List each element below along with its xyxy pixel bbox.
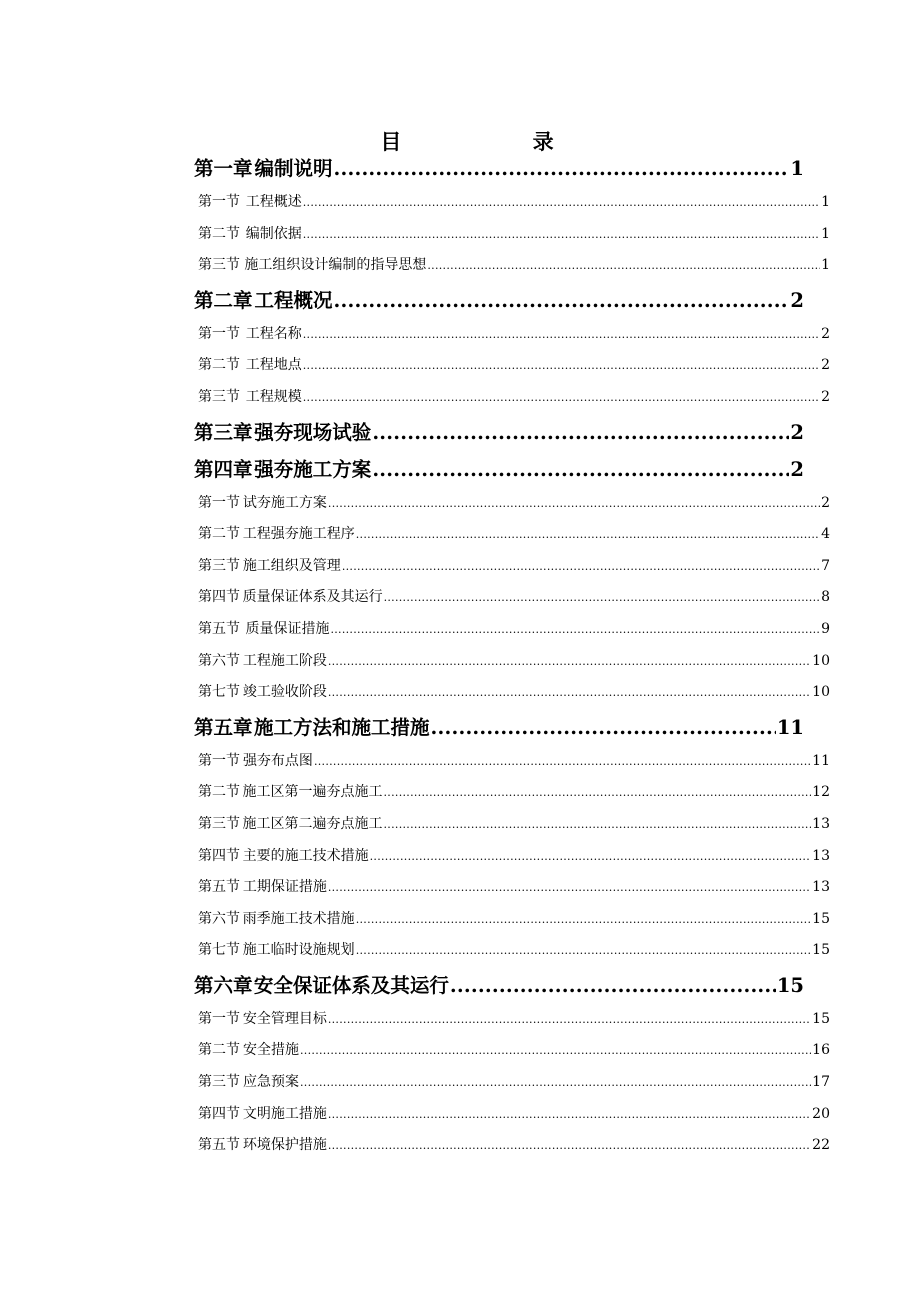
dot-leader	[356, 519, 820, 551]
section-page-number: 15	[812, 1010, 830, 1027]
section-page-number: 22	[812, 1137, 830, 1154]
table-of-contents	[194, 150, 834, 1162]
section-page-number: 16	[812, 1042, 830, 1059]
section-number: 第一节	[198, 1010, 240, 1027]
section-title: 施工组织及管理	[242, 557, 341, 574]
section-page-number: 20	[812, 1105, 830, 1122]
section-title: 工程规模	[245, 388, 302, 405]
section-page-number: 9	[821, 620, 830, 637]
section-number: 第五节	[198, 620, 240, 637]
section-page-number: 4	[821, 526, 830, 543]
toc-chapter-entry[interactable]	[194, 709, 804, 746]
section-page-number: 2	[821, 357, 830, 374]
toc-section-entry[interactable]	[194, 872, 830, 904]
toc-section-entry[interactable]	[194, 646, 830, 678]
dot-leader	[384, 777, 812, 809]
section-page-number: 11	[812, 752, 830, 769]
section-title: 工期保证措施	[242, 879, 327, 896]
section-title: 试夯施工方案	[242, 494, 327, 511]
toc-chapter-entry[interactable]	[194, 282, 804, 319]
dot-leader	[372, 451, 789, 488]
section-number: 第二节	[198, 784, 240, 801]
section-title: 工程名称	[245, 325, 302, 342]
section-number: 第一节	[198, 752, 240, 769]
toc-section-entry[interactable]	[194, 1067, 830, 1099]
chapter-number: 第五章	[194, 715, 253, 739]
section-page-number: 7	[821, 557, 830, 574]
chapter-number: 第三章	[194, 420, 253, 444]
dot-leader	[333, 150, 789, 187]
section-number: 第六节	[198, 652, 240, 669]
section-title: 编制依据	[245, 225, 302, 242]
section-title: 环境保护措施	[242, 1137, 327, 1154]
toc-section-entry[interactable]	[194, 677, 830, 709]
section-number: 第二节	[198, 225, 240, 242]
toc-section-entry[interactable]	[194, 809, 830, 841]
chapter-title: 强夯施工方案	[254, 457, 372, 481]
dot-leader	[333, 282, 789, 319]
section-title: 应急预案	[243, 1074, 300, 1091]
section-page-number: 2	[821, 388, 830, 405]
chapter-page-number: 1	[790, 157, 804, 180]
section-page-number: 10	[812, 652, 830, 669]
section-title: 工程强夯施工程序	[242, 526, 355, 543]
chapter-page-number: 15	[776, 973, 804, 997]
chapter-number: 第一章	[194, 157, 253, 180]
section-title: 工程概述	[245, 194, 302, 210]
section-page-number: 15	[812, 910, 830, 927]
section-page-number: 13	[812, 847, 830, 864]
dot-leader	[431, 709, 776, 746]
section-number: 第五节	[198, 1137, 240, 1154]
chapter-title: 强夯现场试验	[254, 420, 372, 444]
toc-section-entry[interactable]	[194, 582, 830, 614]
dot-leader	[372, 414, 789, 451]
toc-title: 目 录	[380, 129, 616, 154]
chapter-page-number: 2	[790, 457, 804, 481]
section-page-number: 1	[821, 194, 830, 210]
section-page-number: 1	[821, 225, 830, 242]
toc-section-entry[interactable]	[194, 1130, 830, 1162]
toc-section-entry[interactable]	[194, 1035, 830, 1067]
dot-leader	[328, 1004, 811, 1036]
dot-leader	[303, 319, 820, 351]
section-title: 施工区第一遍夯点施工	[242, 784, 383, 801]
dot-leader	[328, 872, 811, 904]
section-title: 强夯布点图	[242, 752, 313, 769]
toc-section-entry[interactable]	[194, 250, 830, 282]
chapter-title: 安全保证体系及其运行	[253, 973, 449, 997]
chapter-number: 第二章	[194, 288, 253, 312]
section-title: 施工组织设计编制的指导思想	[244, 257, 427, 274]
section-title: 质量保证体系及其运行	[242, 589, 383, 606]
section-title: 竣工验收阶段	[242, 684, 327, 701]
section-number: 第三节	[198, 557, 240, 574]
section-title: 雨季施工技术措施	[242, 910, 355, 927]
chapter-page-number: 2	[790, 420, 804, 444]
dot-leader	[328, 677, 811, 709]
dot-leader	[384, 582, 821, 614]
chapter-page-number: 2	[790, 288, 804, 312]
dot-leader	[328, 488, 820, 520]
dot-leader	[328, 1130, 811, 1162]
toc-section-entry[interactable]	[194, 187, 830, 219]
section-number: 第四节	[198, 589, 240, 606]
section-page-number: 8	[821, 589, 830, 606]
chapter-title: 工程概况	[254, 288, 333, 312]
section-page-number: 13	[812, 815, 830, 832]
section-page-number: 1	[821, 257, 830, 274]
section-title: 施工区第二遍夯点施工	[242, 815, 383, 832]
dot-leader	[342, 551, 820, 583]
section-page-number: 17	[812, 1074, 830, 1091]
dot-leader	[356, 935, 811, 967]
section-page-number: 13	[812, 879, 830, 896]
section-number: 第三节	[198, 388, 240, 405]
toc-section-entry[interactable]	[194, 519, 830, 551]
section-number: 第二节	[198, 1042, 240, 1059]
section-number: 第六节	[198, 910, 240, 927]
dot-leader	[384, 809, 812, 841]
chapter-number: 第六章	[194, 973, 253, 997]
dot-leader	[303, 382, 820, 414]
chapter-title: 编制说明	[254, 157, 333, 180]
section-page-number: 2	[821, 325, 830, 342]
toc-section-entry[interactable]	[194, 935, 830, 967]
dot-leader	[303, 350, 820, 382]
chapter-number: 第四章	[194, 457, 253, 481]
dot-leader	[450, 967, 776, 1004]
section-number: 第四节	[198, 847, 240, 864]
chapter-title: 施工方法和施工措施	[253, 715, 430, 739]
section-number: 第三节	[198, 257, 240, 274]
chapter-page-number: 11	[776, 715, 804, 739]
dot-leader	[330, 614, 820, 646]
toc-chapter-entry[interactable]	[194, 150, 804, 187]
dot-leader	[300, 1067, 811, 1099]
toc-section-entry[interactable]	[194, 904, 830, 936]
toc-section-entry[interactable]	[194, 746, 830, 778]
section-title: 质量保证措施	[245, 620, 330, 637]
section-page-number: 10	[812, 684, 830, 701]
dot-leader	[328, 646, 811, 678]
toc-section-entry[interactable]	[194, 488, 830, 520]
dot-leader	[303, 187, 820, 219]
toc-section-entry[interactable]	[194, 614, 830, 646]
toc-section-entry[interactable]	[194, 1099, 830, 1131]
section-title: 安全管理目标	[242, 1010, 327, 1027]
dot-leader	[303, 219, 820, 251]
section-number: 第三节	[198, 815, 240, 832]
section-title: 工程施工阶段	[242, 652, 327, 669]
section-number: 第三节	[198, 1074, 240, 1091]
toc-chapter-entry[interactable]	[194, 414, 804, 451]
dot-leader	[370, 841, 812, 873]
dot-leader	[356, 904, 811, 936]
dot-leader	[314, 746, 811, 778]
section-number: 第五节	[198, 879, 240, 896]
dot-leader	[427, 250, 820, 282]
toc-section-entry[interactable]	[194, 382, 830, 414]
section-number: 第七节	[198, 942, 240, 959]
toc-section-entry[interactable]	[194, 841, 830, 873]
dot-leader	[328, 1099, 811, 1131]
section-title: 安全措施	[243, 1042, 300, 1059]
toc-section-entry[interactable]	[194, 219, 830, 251]
section-title: 工程地点	[245, 357, 302, 374]
section-number: 第一节	[198, 194, 240, 210]
section-title: 施工临时设施规划	[242, 942, 355, 959]
section-title: 文明施工措施	[242, 1105, 327, 1122]
section-number: 第一节	[198, 325, 240, 342]
dot-leader	[300, 1035, 811, 1067]
section-title: 主要的施工技术措施	[242, 847, 369, 864]
toc-chapter-entry[interactable]	[194, 451, 804, 488]
section-number: 第七节	[198, 684, 240, 701]
toc-section-entry[interactable]	[194, 551, 830, 583]
section-number: 第一节	[198, 494, 240, 511]
section-number: 第二节	[198, 526, 240, 543]
section-number: 第四节	[198, 1105, 240, 1122]
toc-section-entry[interactable]	[194, 319, 830, 351]
section-number: 第二节	[198, 357, 240, 374]
section-page-number: 12	[812, 784, 830, 801]
toc-chapter-entry[interactable]	[194, 967, 804, 1004]
toc-section-entry[interactable]	[194, 777, 830, 809]
section-page-number: 2	[821, 494, 830, 511]
toc-section-entry[interactable]	[194, 1004, 830, 1036]
section-page-number: 15	[812, 942, 830, 959]
toc-section-entry[interactable]	[194, 350, 830, 382]
